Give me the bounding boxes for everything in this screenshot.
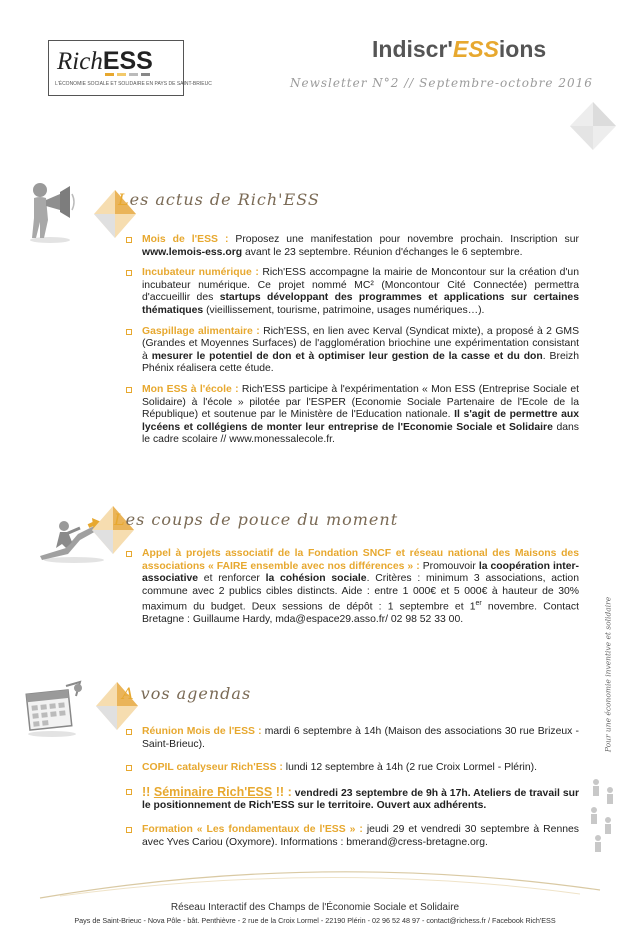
bullet-icon [126, 270, 132, 276]
actus-list [124, 234, 579, 447]
people-figures-icon [586, 776, 620, 856]
megaphone-person-icon [26, 180, 78, 244]
logo-tagline: L'ÉCONOMIE SOCIALE ET SOLIDAIRE EN PAYS DE SAINT-BRIEUC [55, 81, 212, 87]
footer-curve-decoration [40, 860, 600, 900]
richess-logo [48, 40, 212, 96]
list-item: Formation « Les fondamentaux de l'ESS » : jeudi 29 et vendredi 30 septembre à Rennes avec Yves Cariou (Oxymore). Informations : bmerand@cress-bretagne.org. [124, 824, 579, 849]
newsletter-subtitle: Newsletter N°2 // Septembre-octobre 2016 [290, 76, 593, 90]
footer-address: Pays de Saint-Brieuc - Nova Pôle - bât. Penthièvre - 2 rue de la Croix Lormel - 22190 Plérin - 02 96 52 48 97 - contact@richess.fr / Facebook Rich'ESS [74, 916, 556, 925]
bullet-icon [126, 237, 132, 243]
bullet-icon [126, 765, 132, 771]
diamond-decoration [568, 100, 618, 152]
list-item: Mois de l'ESS : Proposez une manifestation pour novembre prochain. Inscription sur www.lemois-ess.org avant le 23 septembre. Réunion d'échanges le 6 septembre. [124, 234, 579, 259]
bullet-icon [126, 551, 132, 557]
newsletter-title: Indiscr'ESSions [372, 36, 547, 62]
list-item: !! Séminaire Rich'ESS !! : vendredi 23 septembre de 9h à 17h. Ateliers de travail sur le positionnement de Rich'ESS sur le territoire. Ouvert aux adhérents. [124, 786, 579, 813]
calendar-icon [22, 680, 84, 738]
side-slogan: Pour une économie inventive et solidaire [603, 596, 613, 753]
list-item: Gaspillage alimentaire : Rich'ESS, en lien avec Kerval (Syndicat mixte), a proposé à 2 GMS (Grandes et Moyennes Surfaces) de l'agglomération briochine une expérimentation consistant à mesurer le potentiel de don et à optimiser leur gestion de la casse et du don. Breizh Phénix réalisera cette étude. [124, 326, 579, 376]
bullet-icon [126, 789, 132, 795]
coups-list [124, 548, 579, 627]
bullet-icon [126, 387, 132, 393]
footer-title: Réseau Interactif des Champs de l'Économie Sociale et Solidaire [170, 902, 460, 913]
section-title-agendas: A vos agendas [122, 684, 252, 703]
list-item: Incubateur numérique : Rich'ESS accompagne la mairie de Moncontour sur la création d'un incubateur numérique. Ce projet nommé MC² (Moncontour Cité Connectée) permettra d'accueillir des startups développant des programmes et applications sur certaines thématiques (vieillissement, tourisme, patrimoine, usages numériques…). [124, 267, 579, 317]
bullet-icon [126, 729, 132, 735]
list-item: COPIL catalyseur Rich'ESS : lundi 12 septembre à 14h (2 rue Croix Lormel - Plérin). [124, 762, 579, 775]
lemois-link[interactable]: www.lemois-ess.org [142, 246, 243, 258]
section-title-coups-de-pouce: Les coups de pouce du moment [114, 510, 399, 529]
bullet-icon [126, 329, 132, 335]
list-item: Réunion Mois de l'ESS : mardi 6 septembre à 14h (Maison des associations 30 rue Brizeux - Saint-Brieuc). [124, 726, 579, 751]
logo-wordmark: RichESS [57, 47, 153, 75]
list-item: Mon ESS à l'école : Rich'ESS participe à l'expérimentation « Mon ESS (Entreprise Sociale et Solidaire) à l'école » pilotée par l'ESPER (Economie Sociale Partenaire de l'Ecole de la République) et soutenue par le Ministère de l'Education nationale. Il s'agit de permettre aux lycéens et collégiens de monter leur entreprise de l'Economie Sociale et Solidaire dans le cadre scolaire // www.monessalecole.fr. [124, 384, 579, 447]
agendas-list [124, 726, 579, 849]
section-title-actus: Les actus de Rich'ESS [118, 190, 320, 209]
list-item: Appel à projets associatif de la Fondation SNCF et réseau national des Maisons des associations « FAIRE ensemble avec nos différences » : Promouvoir la coopération inter-associative et renforcer la cohésion sociale. Critères : minimum 3 associations, action commune avec 2 publics cibles distincts. Aide : entre 1 000€ et 5 000€ à hauteur de 30% maximum du budget. Deux sessions de dépôt : 1 septembre et 1er novembre. Contact Bretagne : Guillaume Hardy, mda@espace29.asso.fr/ 02 98 52 33 00. [124, 548, 579, 627]
bullet-icon [126, 827, 132, 833]
seminaire-link[interactable]: Séminaire Rich'ESS [153, 784, 273, 799]
